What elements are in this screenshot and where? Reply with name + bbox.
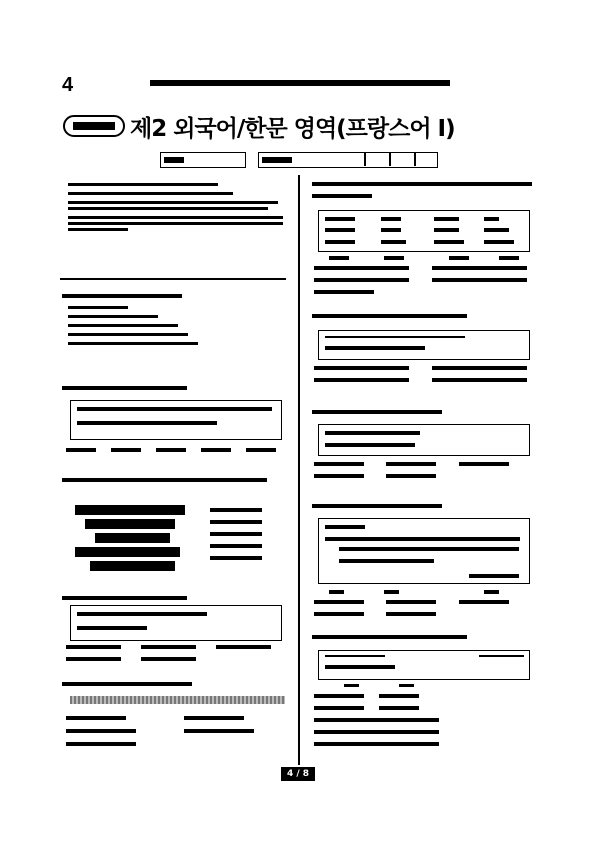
q4-options [66, 645, 286, 665]
name-box [160, 152, 246, 168]
subject-badge [63, 115, 125, 137]
question-2 [62, 386, 282, 390]
instructions-divider [60, 278, 286, 280]
question-8 [312, 410, 532, 414]
page-number: 4 [62, 74, 74, 96]
exam-number-box [258, 152, 438, 168]
question-5 [62, 682, 282, 686]
question-3 [62, 478, 282, 482]
question-10 [312, 635, 532, 639]
q8-options [314, 462, 534, 486]
q9-box [318, 518, 530, 584]
q2-options [66, 448, 286, 453]
q10-box [318, 650, 530, 680]
instructions [60, 180, 290, 231]
page-title: 제2 외국어/한문 영역(프랑스어 I) [130, 116, 455, 142]
footer-label: 4 / 8 [286, 769, 310, 779]
question-6 [312, 182, 537, 198]
q4-box [70, 605, 282, 641]
q5-options [66, 716, 286, 752]
q7-options [314, 366, 534, 390]
question-7 [312, 314, 532, 318]
q3-options [210, 508, 270, 560]
column-divider [298, 175, 300, 765]
q9-options [314, 590, 534, 626]
q3-grid [75, 505, 190, 577]
question-4 [62, 596, 282, 600]
q7-box [318, 330, 530, 360]
q6-options [314, 256, 534, 298]
q2-box [70, 400, 282, 440]
question-1 [62, 294, 282, 345]
q8-box [318, 424, 530, 456]
header-caption [150, 80, 450, 88]
q6-table [318, 210, 530, 252]
q10-options [314, 684, 534, 754]
footer-page-badge [281, 767, 315, 781]
question-9 [312, 504, 532, 508]
q5-bar [70, 696, 285, 704]
